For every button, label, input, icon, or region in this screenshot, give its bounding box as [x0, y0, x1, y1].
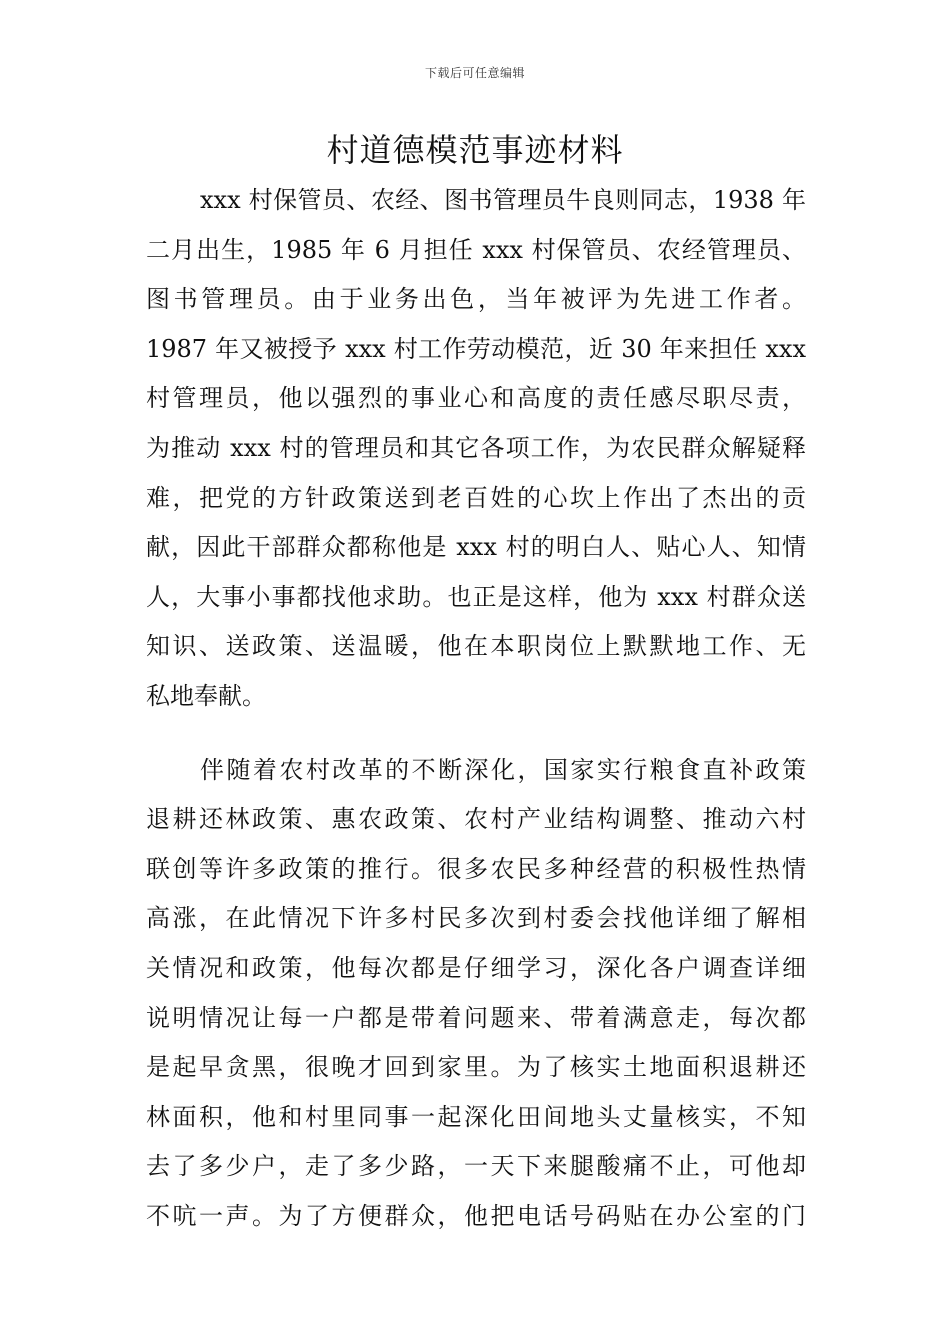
document-title: 村道德模范事迹材料 — [326, 131, 624, 169]
paragraph-spacer — [146, 722, 806, 746]
paragraph-line: 知识、送政策、送温暖，他在本职岗位上默默地工作、无 — [146, 632, 806, 661]
paragraph-line: 村管理员，他以强烈的事业心和高度的责任感尽职尽责， — [146, 384, 806, 413]
paragraph-line: 高涨，在此情况下许多村民多次到村委会找他详细了解相 — [146, 904, 806, 933]
paragraph-line: 说明情况让每一户都是带着问题来、带着满意走，每次都 — [146, 1003, 806, 1032]
paragraph-line: 关情况和政策，他每次都是仔细学习，深化各户调查详细 — [146, 953, 806, 982]
paragraph-line: 二月出生，1985 年 6 月担任 xxx 村保管员、农经管理员、 — [146, 235, 806, 264]
paragraph-line: 退耕还林政策、惠农政策、农村产业结构调整、推动六村 — [146, 805, 806, 834]
paragraph-line: 图书管理员。由于业务出色，当年被评为先进工作者。 — [146, 285, 806, 314]
paragraph-line: 不吭一声。为了方便群众，他把电话号码贴在办公室的门 — [146, 1201, 806, 1230]
paragraph-line: 去了多少户，走了多少路，一天下来腿酸痛不止，可他却 — [146, 1152, 806, 1181]
paragraph-line: 联创等许多政策的推行。很多农民多种经营的积极性热情 — [146, 854, 806, 883]
paragraph-line: 林面积，他和村里同事一起深化田间地头丈量核实，不知 — [146, 1102, 806, 1131]
paragraph-line: xxx 村保管员、农经、图书管理员牛良则同志，1938 年 — [200, 186, 806, 214]
paragraph-2 — [146, 746, 806, 1242]
paragraph-line: 伴随着农村改革的不断深化，国家实行粮食直补政策 — [200, 755, 806, 784]
paragraph-line: 1987 年又被授予 xxx 村工作劳动模范，近 30 年来担任 xxx — [146, 334, 806, 363]
paragraph-1 — [146, 176, 806, 722]
page-header-note: 下载后可任意编辑 — [424, 66, 525, 80]
paragraph-line: 献，因此干部群众都称他是 xxx 村的明白人、贴心人、知情 — [146, 533, 806, 562]
paragraph-line: 难，把党的方针政策送到老百姓的心坎上作出了杰出的贡 — [146, 483, 806, 512]
document-body — [146, 176, 806, 1241]
paragraph-line: 为推动 xxx 村的管理员和其它各项工作，为农民群众解疑释 — [146, 433, 806, 462]
paragraph-line: 人，大事小事都找他求助。也正是这样，他为 xxx 村群众送 — [146, 582, 806, 611]
paragraph-line: 私地奉献。 — [146, 681, 266, 710]
paragraph-line: 是起早贪黑，很晚才回到家里。为了核实土地面积退耕还 — [146, 1053, 806, 1082]
